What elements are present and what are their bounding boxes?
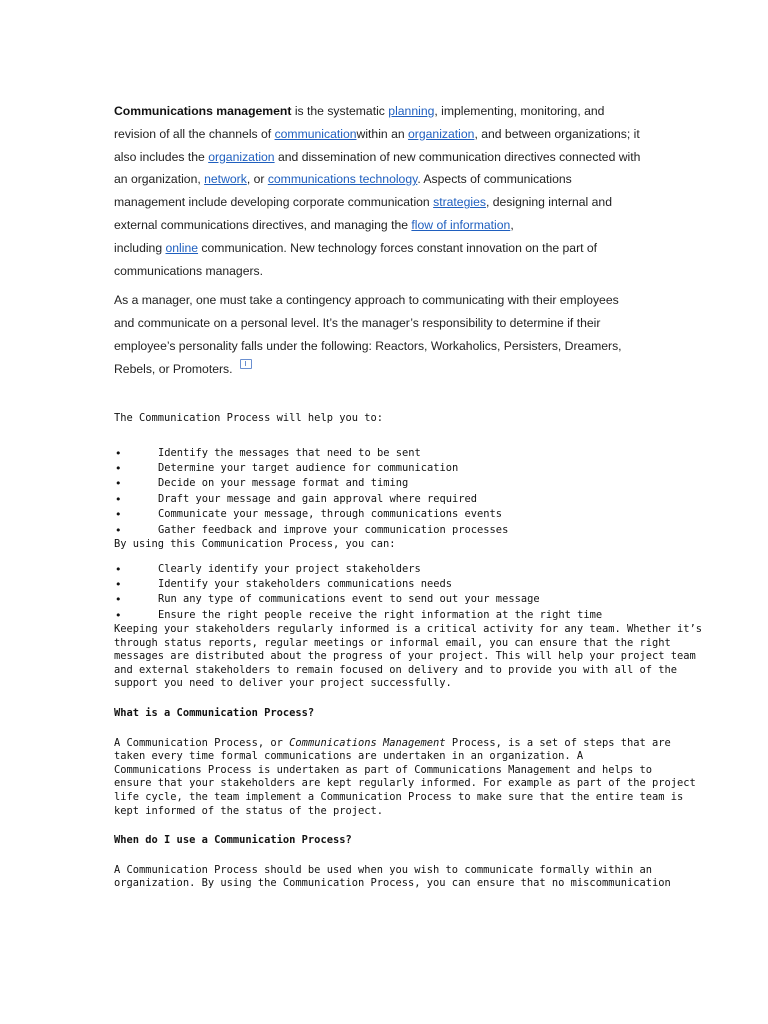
text-run: within an — [356, 126, 409, 141]
bullet-text: Ensure the right people receive the right information at the right time — [158, 608, 603, 621]
wiki-link[interactable]: online — [165, 240, 199, 255]
intro-p2-line — [114, 335, 734, 358]
italic-term: Communications Management — [289, 736, 446, 749]
text-run: ensure that your stakeholders are kept regularly informed. For example as part of the project — [114, 777, 696, 790]
wiki-link[interactable]: network — [204, 172, 247, 187]
what-line — [114, 777, 696, 791]
when-paragraph — [114, 864, 674, 891]
process-bullet-item — [114, 492, 674, 507]
text-run: , implementing, monitoring, and — [434, 104, 605, 118]
bullet-icon: • — [115, 461, 122, 475]
text-run: communication. New technology forces constant innovation on the part of — [198, 240, 598, 255]
process-bullet-list — [114, 446, 674, 538]
process-intro: The Communication Process will help you to: — [114, 412, 383, 424]
bullet-icon: • — [115, 608, 122, 622]
what-line — [114, 805, 674, 819]
process-bullet-item — [114, 461, 674, 476]
text-run: communications managers. — [114, 263, 264, 278]
bullet-icon: • — [115, 523, 122, 537]
communication-process-text — [114, 412, 703, 891]
bullet-icon: • — [115, 593, 122, 607]
benefits-bullet-list — [114, 562, 674, 624]
intro-p2-line — [114, 289, 734, 312]
keeping-line: through status reports, regular meetings or informal email, you can ensure that the right — [114, 636, 671, 649]
bold-term: Communications management — [114, 104, 292, 118]
process-bullet-item — [114, 476, 674, 491]
process-bullet-item — [114, 446, 674, 461]
benefit-bullet-item — [114, 562, 674, 577]
wiki-link[interactable]: communications technology — [267, 172, 418, 187]
bullet-icon: • — [115, 508, 122, 522]
text-run: , designing internal and — [485, 195, 612, 210]
bullet-text: Communicate your message, through communications events — [158, 508, 503, 521]
footnote-icon[interactable] — [240, 359, 252, 369]
text-run: including — [114, 240, 166, 255]
text-run: an organization, — [114, 172, 205, 187]
what-line — [114, 737, 674, 751]
benefit-bullet-item — [114, 608, 674, 623]
text-run: kept informed of the status of the project. — [114, 804, 383, 817]
intro-paragraph-1 — [114, 100, 734, 282]
text-run: A Communication Process, or — [114, 736, 290, 749]
what-heading: What is a Communication Process? — [114, 707, 315, 720]
keeping-line: support you need to deliver your project successfully. — [114, 677, 452, 690]
when-line: organization. By using the Communication Process, you can ensure that no miscommunication — [114, 877, 671, 890]
keeping-line: messages are distributed about the progress of your project. This will help your project team — [114, 650, 696, 663]
text-run: , or — [246, 172, 268, 187]
text-run: also includes the — [114, 149, 209, 164]
text-run: management include developing corporate communication — [114, 195, 434, 210]
what-line — [114, 791, 684, 805]
when-heading: When do I use a Communication Process? — [114, 834, 352, 847]
bullet-text: Run any type of communications event to send out your message — [158, 593, 540, 606]
process-bullet-item — [114, 523, 674, 538]
text-run: and communicate on a personal level. It’s the manager’s responsibility to determine if their — [114, 316, 601, 331]
intro-p2-line — [114, 312, 734, 335]
keeping-paragraph — [114, 623, 703, 691]
intro-p2-line — [114, 358, 734, 381]
text-run: Rebels, or Promoters. — [114, 361, 236, 376]
text-run: revision of all the channels of — [114, 126, 275, 141]
bullet-text: Decide on your message format and timing — [158, 477, 409, 490]
intro-p1-line — [114, 260, 734, 283]
wiki-link[interactable]: strategies — [433, 195, 486, 210]
text-run: external communications directives, and managing the — [114, 217, 412, 232]
text-run: employee’s personality falls under the following: Reactors, Workaholics, Persisters, Dreamers, — [114, 338, 622, 353]
text-run: Communications Process is undertaken as part of Communications Management and helps to — [114, 763, 652, 776]
keeping-line: Keeping your stakeholders regularly informed is a critical activity for any team. Whether it’s — [114, 623, 703, 636]
intro-paragraph-2 — [114, 289, 734, 380]
intro-p1-line — [114, 168, 734, 191]
benefit-bullet-item — [114, 592, 674, 607]
bullet-text: Identify the messages that need to be sent — [158, 446, 421, 459]
wiki-link[interactable]: planning — [388, 104, 435, 118]
text-run: is the systematic — [291, 104, 389, 118]
using-intro: By using this Communication Process, you can: — [114, 537, 396, 550]
text-run: As a manager, one must take a contingency approach to communicating with their employees — [114, 293, 619, 308]
intro-p1-line — [114, 191, 734, 214]
text-run: . Aspects of communications — [417, 172, 572, 187]
bullet-text: Clearly identify your project stakeholders — [158, 562, 421, 575]
bullet-icon: • — [115, 446, 122, 460]
bullet-text: Draft your message and gain approval where required — [158, 492, 478, 505]
intro-p1-line — [114, 214, 734, 237]
bullet-text: Identify your stakeholders communications needs — [158, 577, 453, 590]
text-run: , and between organizations; it — [474, 126, 640, 141]
bullet-icon: • — [115, 562, 122, 576]
when-line: A Communication Process should be used when you wish to communicate formally within an — [114, 863, 652, 876]
text-run: and dissemination of new communication directives connected with — [274, 149, 641, 164]
bullet-icon: • — [115, 577, 122, 591]
intro-p1-line — [114, 237, 734, 260]
bullet-icon: • — [115, 477, 122, 491]
intro-p1-line — [114, 123, 734, 146]
text-run: taken every time formal communications are undertaken in an organization. A — [114, 750, 584, 763]
text-run: Process, is a set of steps that are — [445, 736, 671, 749]
benefit-bullet-item — [114, 577, 674, 592]
wiki-link[interactable]: organization — [408, 126, 475, 141]
bullet-text: Determine your target audience for communication — [158, 461, 459, 474]
keeping-line: and external stakeholders to remain focused on delivery and to provide you with all of the — [114, 663, 678, 676]
intro-p1-line — [114, 100, 734, 123]
text-run: life cycle, the team implement a Communication Process to make sure that the entire team is — [114, 791, 684, 804]
what-line — [114, 764, 674, 778]
wiki-link[interactable]: flow of information — [411, 217, 511, 232]
what-line — [114, 750, 674, 764]
wiki-link[interactable]: communication — [274, 126, 357, 141]
process-bullet-item — [114, 507, 674, 522]
bullet-icon: • — [115, 492, 122, 506]
wiki-link[interactable]: organization — [208, 149, 275, 164]
what-paragraph — [114, 736, 696, 819]
intro-p1-line — [114, 146, 734, 169]
wiki-excerpt — [114, 100, 734, 381]
bullet-text: Gather feedback and improve your communication processes — [158, 523, 509, 536]
text-run: , — [510, 217, 514, 232]
